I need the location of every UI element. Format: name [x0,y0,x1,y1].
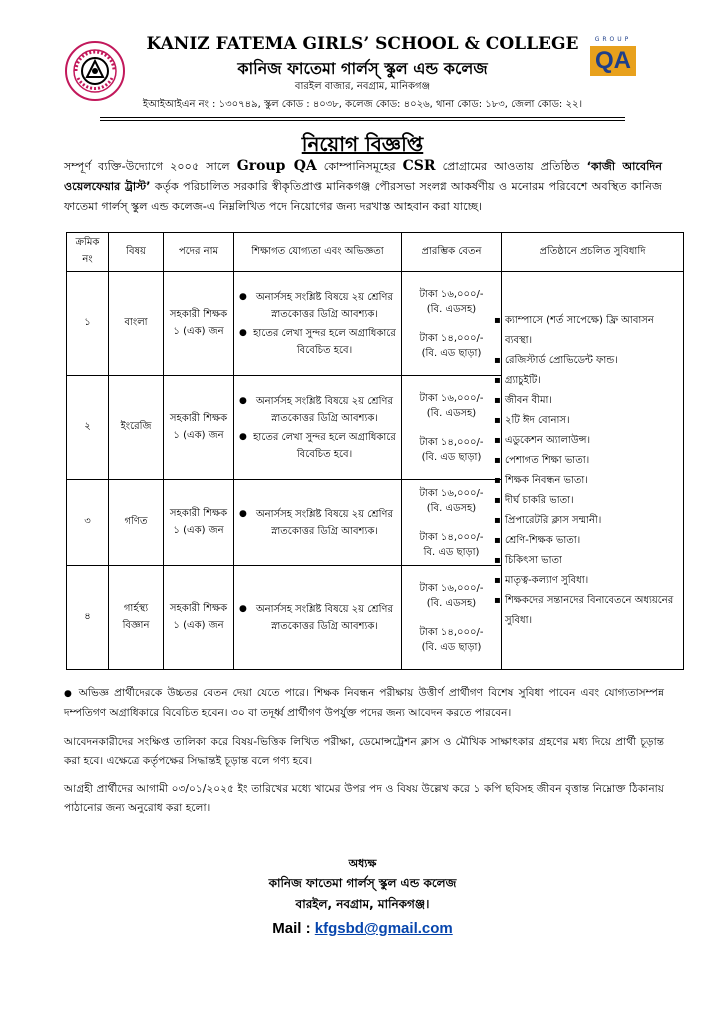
intro-part1: সম্পূর্ণ ব্যক্তি-উদ্যোগে ২০০৫ সালে [64,160,237,173]
row-post [164,566,234,670]
col-header-qualification: শিক্ষাগত যোগ্যতা এবং অভিজ্ঞতা [234,233,402,272]
salary-bed: টাকা ১৬,০০০/- [419,487,484,499]
post-name: সহকারী শিক্ষক [169,507,228,519]
benefit-item: ▪ শিক্ষকদের সন্তানদের বিনাবেতনে অধ্যয়নের সুবিধা। [505,591,680,631]
col-header-benefits: প্রতিষ্ঠানে প্রচলিত সুবিধাদি [502,233,684,272]
row-serial: ৪ [67,566,109,670]
salary-bed: টাকা ১৬,০০০/- [419,288,484,300]
note-experienced-text: অভিজ্ঞ প্রার্থীদেরকে উচ্চতর বেতন দেয়া যেতে পারে। শিক্ষক নিবন্ধন পরীক্ষায় উত্তীর্ণ প্রার্থীগণ বিশেষ সুবিধা পাবেন এবং যোগ্যতাসম্পন্ন দম্পতিগণ অগ্রাধিকারে বিবেচিত হবেন। ৩০ বা তদূর্ধ্ব প্রার্থীগণ উপর্যুক্ত পদের জন্য আবেদন করতে পারবেন। [64,687,664,719]
salary-no-bed-note: বি. এড ছাড়া) [423,546,480,558]
intro-part2: কোম্পানিসমূহের [316,160,403,173]
post-name: সহকারী শিক্ষক [169,412,228,424]
salary-no-bed-note: (বি. এড ছাড়া) [421,641,482,653]
vacancy-table [66,232,684,670]
qualification-item: ● অনার্সসহ সংশ্লিষ্ট বিষয়ে ২য় শ্রেণির স্নাতকোত্তর ডিগ্রি আবশ্যক। [251,393,398,427]
group-logo-top-text: GROUP [594,36,632,43]
row-serial: ২ [67,376,109,480]
bullet-icon: ● [64,689,74,699]
benefit-item: ▪ মাতৃত্ব-কল্যাণ সুবিধা। [505,571,680,591]
benefit-item: ▪ শ্রেণি-শিক্ষক ভাতা। [505,531,680,551]
qualification-item: ● অনার্সসহ সংশ্লিষ্ট বিষয়ে ২য় শ্রেণির স্নাতকোত্তর ডিগ্রি আবশ্যক। [251,601,398,635]
post-count: ১ (এক) জন [173,429,224,441]
benefit-item: ▪ ২টি ঈদ বোনাস। [505,411,680,431]
post-name: সহকারী শিক্ষক [169,308,228,320]
school-name-bangla: কানিজ ফাতেমা গার্লস্‌ স্কুল এন্ড কলেজ [237,59,488,78]
col-header-subject: বিষয় [109,233,164,272]
benefit-item: ▪ শিক্ষক নিবন্ধন ভাতা। [505,471,680,491]
email-link[interactable]: kfgsbd@gmail.com [314,920,453,937]
row-subject: বাংলা [109,272,164,376]
intro-trust: ‘কাজী আবেদিন ওয়েলফেয়ার ট্রাস্ট’ [64,160,663,193]
school-address: বারইল বাজার, নবগ্রাম, মানিকগঞ্জ [294,81,431,92]
salary-bed-note: (বি. এডসহ) [426,407,477,419]
mail-line [0,920,725,937]
intro-paragraph [64,156,662,217]
note-deadline: আগ্রহী প্রার্থীদের আগামী ০৩/০১/২০২৫ ইং তারিখের মধ্যে খামের উপর পদ ও বিষয় উল্লেখ করে ১ কপি ছবিসহ জীবন বৃত্তান্ত নিম্নোক্ত ঠিকানায় পাঠানোর জন্য অনুরোধ করা হলো। [64,783,664,814]
benefit-item: ▪ চিকিৎসা ভাতা [505,551,680,571]
notice-title: নিয়োগ বিজ্ঞপ্তি [301,132,424,156]
benefit-item: ▪ এডুকেশন অ্যালাউন্স। [505,431,680,451]
qualification-item: ● অনার্সসহ সংশ্লিষ্ট বিষয়ে ২য় শ্রেণির স্নাতকোত্তর ডিগ্রি আবশ্যক। [251,506,398,540]
intro-group-qa: Group QA [236,158,317,174]
table-header-row [67,233,684,272]
row-subject: গণিত [109,480,164,566]
header-divider-top [100,117,625,118]
col-header-serial: ক্রমিক নং [67,233,109,272]
group-logo-text: QA [595,47,631,74]
mail-label: Mail : [272,920,315,937]
row-subject: ইংরেজি [109,376,164,480]
benefit-item: ▪ প্রিপারেটরি ক্লাস সম্মানী। [505,511,680,531]
school-name-english: KANIZ FATEMA GIRLS’ SCHOOL & COLLEGE [146,34,579,54]
qualification-item: ● হাতের লেখা সুন্দর হলে অগ্রাধিকারে বিবেচিত হবে। [251,325,398,359]
row-qualification [234,272,402,376]
header-divider-bottom [100,120,625,121]
intro-part3: প্রোগ্রামের আওতায় প্রতিষ্ঠিত [435,160,587,173]
signature-address: বারইল, নবগ্রাম, মানিকগঞ্জ। [295,897,430,911]
salary-no-bed: টাকা ১৪,০০০/- [419,531,484,543]
salary-no-bed: টাকা ১৪,০০০/- [419,436,484,448]
benefit-item: ▪ ক্যাম্পাসে (শর্ত সাপেক্ষে) ফ্রি আবাসন ব্যবস্থা। [505,311,680,351]
post-count: ১ (এক) জন [173,619,224,631]
row-qualification [234,480,402,566]
benefits-cell [502,272,684,670]
signature-role: অধ্যক্ষ [348,857,377,870]
row-salary [402,272,502,376]
salary-bed-note: (বি. এডসহ) [426,502,477,514]
row-qualification [234,566,402,670]
table-row [67,272,684,376]
row-qualification [234,376,402,480]
row-salary [402,480,502,566]
row-post [164,272,234,376]
row-post [164,480,234,566]
qualification-item: ● হাতের লেখা সুন্দর হলে অগ্রাধিকারে বিবেচিত হবে। [251,429,398,463]
row-serial: ১ [67,272,109,376]
salary-no-bed-note: (বি. এড ছাড়া) [421,347,482,359]
school-codes: ইআইআইএন নং : ১৩০৭৪৯, স্কুল কোড : ৪০৩৮, কলেজ কোড: ৪০২৬, থানা কোড: ১৮৩, জেলা কোড: ২২। [142,99,583,110]
salary-no-bed: টাকা ১৪,০০০/- [419,332,484,344]
row-salary [402,376,502,480]
post-name: সহকারী শিক্ষক [169,602,228,614]
row-salary [402,566,502,670]
row-serial: ৩ [67,480,109,566]
salary-no-bed-note: (বি. এড ছাড়া) [421,451,482,463]
benefit-item: ▪ পেশাগত শিক্ষা ভাতা। [505,451,680,471]
intro-part4: কর্তৃক পরিচালিত সরকারি স্বীকৃতিপ্রাপ্ত মানিকগঞ্জ পৌরসভা সংলগ্ন আকর্ষণীয় ও মনোরম পরিবেশে অবস্থিত কানিজ ফাতেমা গার্লস্‌ স্কুল এন্ড কলেজ-এ নিম্নলিখিত পদে নিয়োগের জন্য দরখাস্ত আহবান করা যাচ্ছে। [64,180,662,213]
salary-bed: টাকা ১৬,০০০/- [419,392,484,404]
col-header-salary: প্রারম্ভিক বেতন [402,233,502,272]
benefit-item: ▪ গ্র্যাচুইটি। [505,371,680,391]
note-experienced [64,684,664,723]
row-subject: গার্হস্থ্য বিজ্ঞান [109,566,164,670]
salary-bed-note: (বি. এডসহ) [426,303,477,315]
col-header-post: পদের নাম [164,233,234,272]
benefit-item: ▪ রেজিস্টার্ড প্রোভিডেন্ট ফান্ড। [505,351,680,371]
post-count: ১ (এক) জন [173,325,224,337]
qualification-item: ● অনার্সসহ সংশ্লিষ্ট বিষয়ে ২য় শ্রেণির স্নাতকোত্তর ডিগ্রি আবশ্যক। [251,289,398,323]
intro-csr: CSR [402,158,436,174]
benefit-item: ▪ জীবন বীমা। [505,391,680,411]
post-count: ১ (এক) জন [173,524,224,536]
signature-school: কানিজ ফাতেমা গার্লস্‌ স্কুল এন্ড কলেজ [268,876,457,890]
benefit-item: ▪ দীর্ঘ চাকরি ভাতা। [505,491,680,511]
note-selection: আবেদনকারীদের সংক্ষিপ্ত তালিকা করে বিষয়-ভিত্তিক লিখিত পরীক্ষা, ডেমোন্সট্রেশন ক্লাস ও মৌখিক সাক্ষাৎকার গ্রহণের মধ্য দিয়ে প্রার্থী চূড়ান্ত করা হবে। এক্ষেত্রে কর্তৃপক্ষের সিদ্ধান্তই চূড়ান্ত বলে গণ্য হবে। [64,736,664,767]
row-post [164,376,234,480]
salary-bed: টাকা ১৬,০০০/- [419,582,484,594]
salary-bed-note: (বি. এডসহ) [426,597,477,609]
salary-no-bed: টাকা ১৪,০০০/- [419,626,484,638]
